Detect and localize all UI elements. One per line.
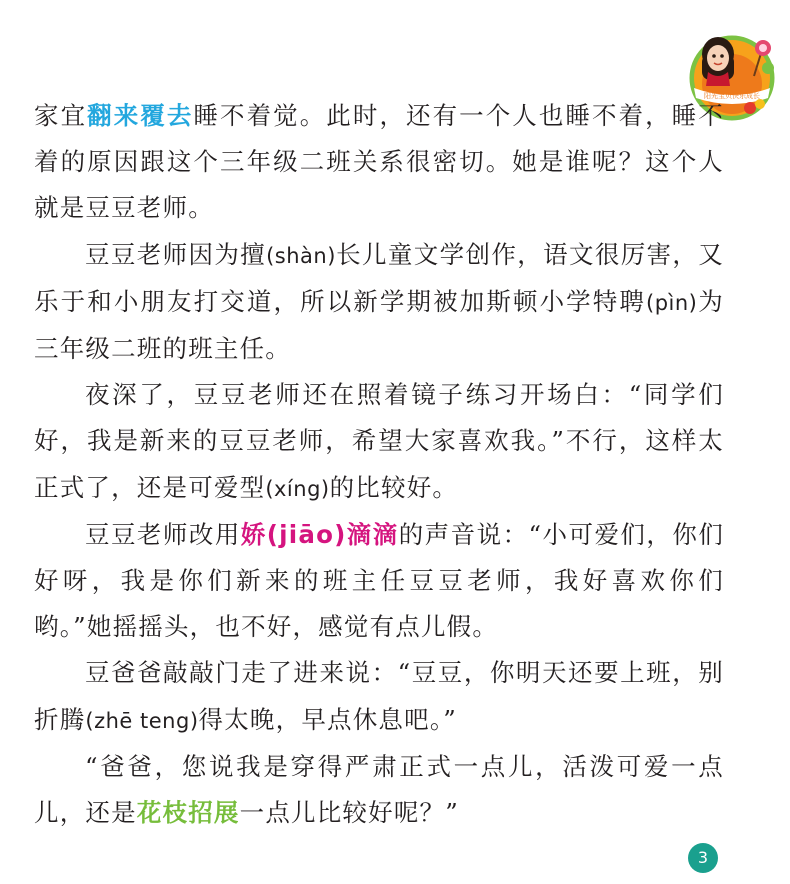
paragraph-text: 为三年级二班的班主任。 [34,286,724,364]
badge-text: 阳光宝贝快乐成长 [704,92,760,100]
page-number-badge: 3 [688,843,718,873]
paragraph-text: 豆爸爸敲敲门走了进来说：“豆豆，你明天还要上班，别折腾 [34,658,724,734]
vocabulary-highlight: 娇(jiāo)滴滴 [240,519,399,549]
paragraph-text: 睡不着觉。此时，还有一个人也睡不着，睡不着的原因跟这个三年级二班关系很密切。她是谁呢？这个人就是豆豆老师。 [34,101,725,223]
pinyin-annotation: (pìn) [646,290,698,315]
story-paragraph [34,650,724,743]
story-text [34,93,724,836]
paragraph-text: 的声音说：“小可爱们，你们好呀，我是你们新来的班主任豆豆老师，我好喜欢你们哟。”她摇摇头，也不好，感觉有点儿假。 [34,519,725,642]
story-paragraph [34,232,724,373]
paragraph-text: 豆豆老师因为擅 [85,239,267,269]
paragraph-text: 长儿童文学创作，语文很厉害，又乐于和小朋友打交道，所以新学期被加斯顿小学特聘 [34,239,725,316]
story-paragraph [34,744,724,836]
paragraph-text: 豆豆老师改用 [85,519,241,549]
pinyin-annotation: (zhē teng) [85,708,199,733]
vocabulary-highlight: 花枝招展 [136,798,240,828]
paragraph-text: 家宜 [34,101,88,130]
story-paragraph [34,93,724,232]
paragraph-text: 的比较好。 [329,472,459,502]
paragraph-text: 得太晚，早点休息吧。” [198,704,457,734]
pinyin-annotation: (xíng) [265,476,330,501]
vocabulary-highlight: 翻来覆去 [87,101,194,130]
story-paragraph [34,512,724,651]
story-paragraph [34,372,724,512]
paragraph-text: 一点儿比较好呢？” [239,798,459,828]
pinyin-annotation: (shàn) [266,243,336,268]
paragraph-text: 夜深了，豆豆老师还在照着镜子练习开场白：“同学们好，我是新来的豆豆老师，希望大家喜欢我。”不行，这样太正式了，还是可爱型 [34,380,724,502]
paragraph-text: “爸爸，您说我是穿得严肃正式一点儿，活泼可爱一点儿，还是 [34,751,724,828]
